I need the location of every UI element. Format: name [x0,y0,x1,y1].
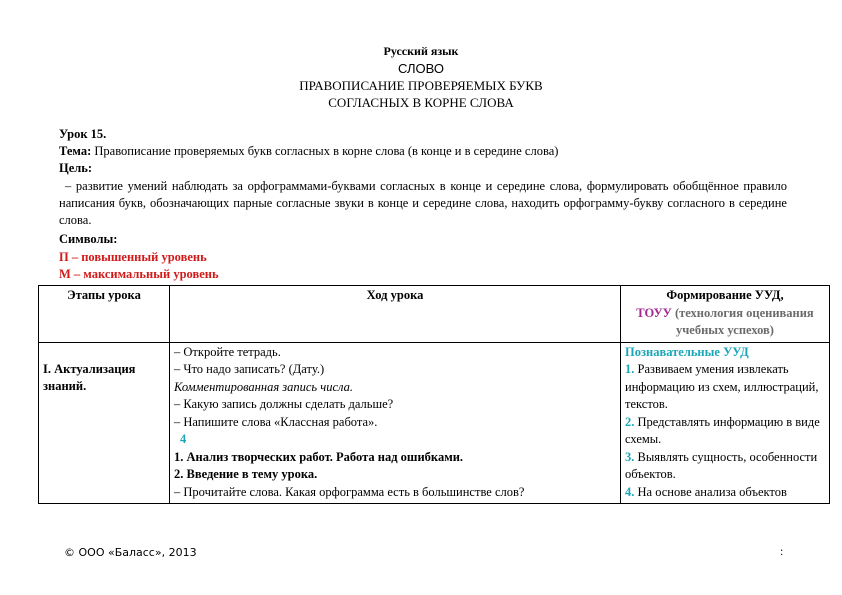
uud-item-number: 2. [625,414,635,429]
goal-text: – развитие умений наблюдать за орфограммами-буквами согласных в конце и середине слова, формулировать обобщённое правило написания букв, обозначающих парные согласные звуки в конце и середине слова, находить орфограмму-букву согласного в середине слова. [59,179,787,227]
lesson-table [38,285,830,504]
table-header-row [39,286,830,343]
course-line: Комментированная запись числа. [174,379,353,394]
symbols-label: Символы: [59,232,118,246]
lesson-number-text: Урок 15. [59,127,107,141]
header-stages: Этапы урока [39,286,170,343]
course-cell [170,342,621,504]
subject-heading: Русский язык [383,44,459,58]
goal-label-line [59,160,787,177]
table-row [39,342,830,504]
header-uud [621,286,830,343]
uud-item-text: На основе анализа объектов [634,484,787,499]
header-uud-line1: Формирование УУД, [666,288,784,302]
uud-item-text: Развиваем умения извлекать информацию из схем, иллюстраций, текстов. [625,362,819,411]
uud-item-text: Представлять информацию в виде схемы. [625,414,820,446]
header-course: Ход урока [170,286,621,343]
unit-title: СЛОВО [398,61,444,76]
course-line: – Напишите слова «Классная работа». [174,414,378,429]
course-marker: 4 [180,432,187,446]
theme-label: Тема: [59,144,92,158]
uud-item-number: 3. [625,449,635,464]
course-line: 2. Введение в тему урока. [174,467,318,481]
copyright-footer: © ООО «Баласс», 2013 [64,546,197,559]
course-line: – Какую запись должны сделать дальше? [174,397,394,411]
course-line: – Прочитайте слова. Какая орфограмма есть в большинстве слов? [174,484,525,499]
topic-line-2: СОГЛАСНЫХ В КОРНЕ СЛОВА [328,95,514,110]
stage-text: I. Актуализация знаний. [43,361,136,393]
header-uud-touu-desc: (технология оценивания учебных успехов) [671,305,814,337]
lesson-theme [59,143,787,160]
footer-mark: : [780,544,784,558]
course-line: – Что надо записать? (Дату.) [174,362,325,376]
course-line: – Откройте тетрадь. [174,344,281,359]
uud-item [625,484,825,502]
header-uud-touu: ТОУУ [636,305,672,320]
uud-item-number: 1. [625,362,635,376]
uud-title: Познавательные УУД [625,344,749,359]
uud-item [625,361,825,414]
uud-item-text: Выявлять сущность, особенности объектов. [625,449,818,481]
topic-line-1: ПРАВОПИСАНИЕ ПРОВЕРЯЕМЫХ БУКВ [299,78,543,93]
symbols-label-line [59,231,787,248]
uud-item [625,414,825,449]
symbol-p: П – повышенный уровень [59,250,207,264]
theme-text: Правописание проверяемых букв согласных в корне слова (в конце и в середине слова) [91,144,559,158]
symbol-m: М – максимальный уровень [59,267,219,281]
course-line: 1. Анализ творческих работ. Работа над ошибками. [174,449,464,464]
lesson-number [59,126,787,143]
goal-label: Цель: [59,161,93,175]
uud-cell [621,342,830,504]
stage-cell [39,342,170,504]
uud-item [625,449,825,484]
uud-item-number: 4. [625,484,635,499]
